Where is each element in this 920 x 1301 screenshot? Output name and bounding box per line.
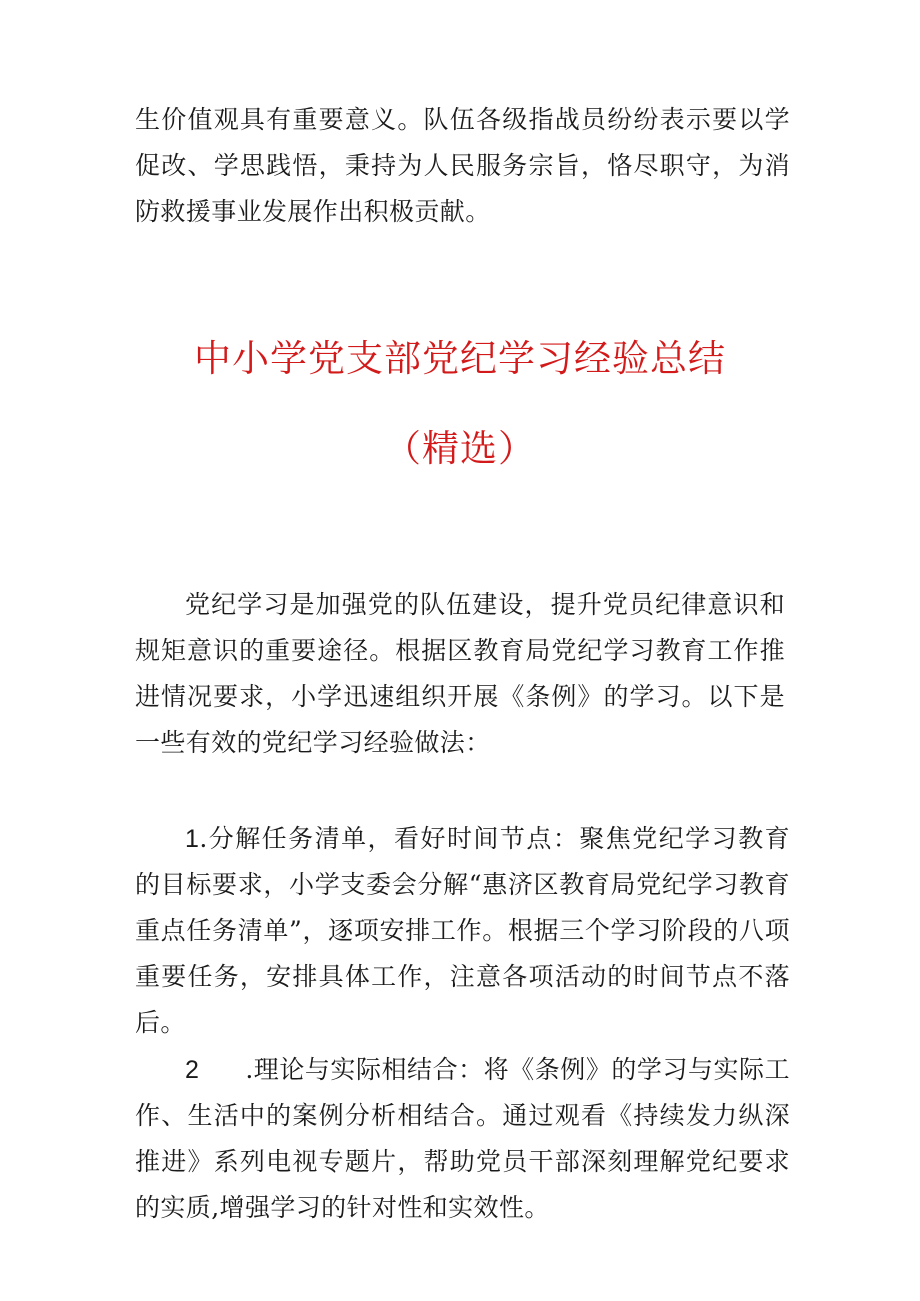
continuation-paragraph: 生价值观具有重要意义。队伍各级指战员纷纷表示要以学促改、学思践悟，秉持为人民服务宗旨，恪尽职守，为消防救援事业发展作出积极贡献。 [135, 105, 790, 226]
document-title: 中小学党支部党纪学习经验总结 [194, 337, 726, 380]
list-item-1-number: 1 [185, 825, 200, 853]
list-item-1-text: .分解任务清单，看好时间节点：聚焦党纪学习教育的目标要求，小学支委会分解“惠济区教育局党纪学习教育重点任务清单”，逐项安排工作。根据三个学习阶段的八项重要任务，安排具体工作，注意各项活动的时间节点不落后。 [135, 824, 790, 1037]
list-item-2-number: 2 [185, 1056, 200, 1084]
list-item-2-text: .理论与实际相结合：将《条例》的学习与实际工作、生活中的案例分析相结合。通过观看《持续发力纵深推进》系列电视专题片，帮助党员干部深刻理解党纪要求的实质,增强学习的针对性和实效性。 [135, 1055, 790, 1222]
document-subtitle: （精选） [384, 427, 536, 470]
intro-paragraph: 党纪学习是加强党的队伍建设，提升党员纪律意识和规矩意识的重要途径。根据区教育局党纪学习教育工作推进情况要求，小学迅速组织开展《条例》的学习。以下是一些有效的党纪学习经验做法： [135, 590, 785, 757]
list-item-1 [135, 816, 790, 1046]
list-item-2 [135, 1047, 790, 1231]
